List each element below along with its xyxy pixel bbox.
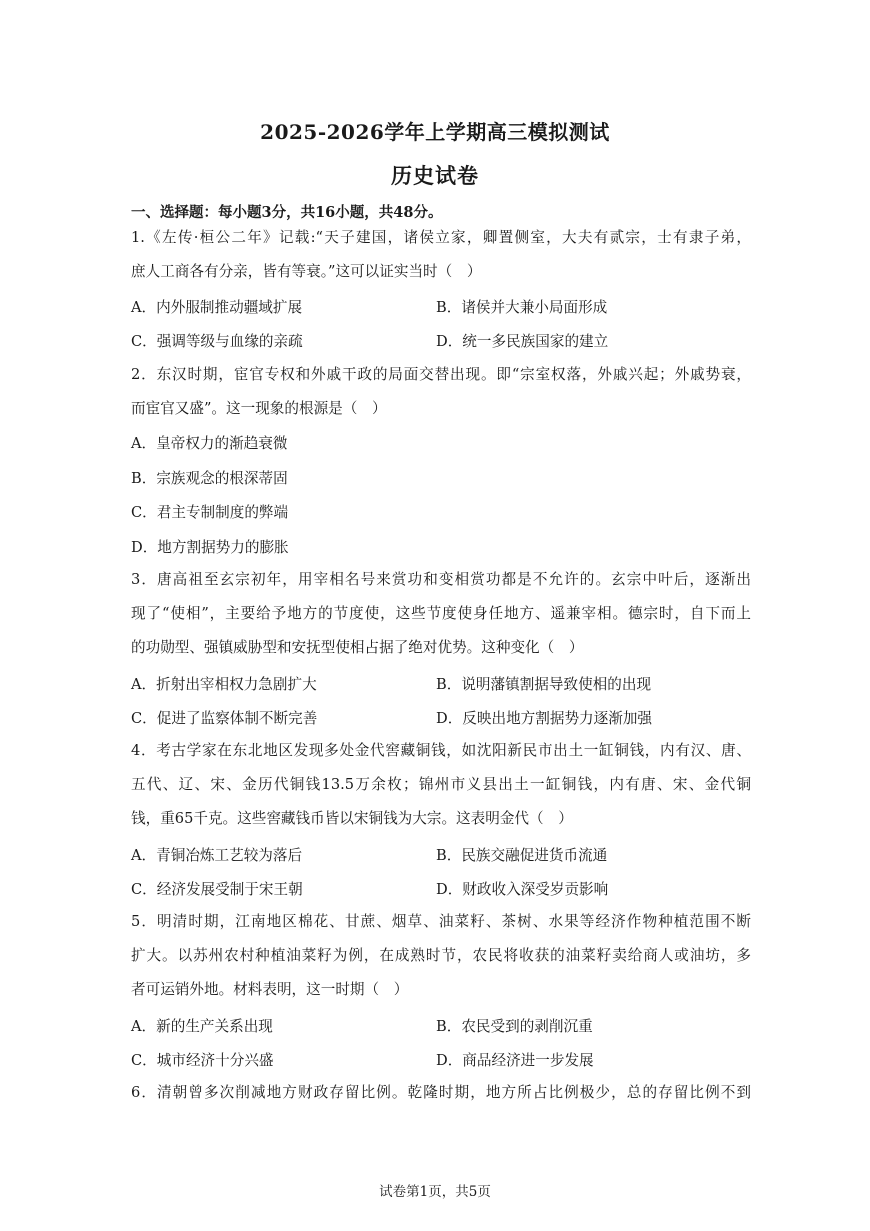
exam-title: 2025-2026学年上学期高三模拟测试 — [260, 120, 610, 144]
question-5-line-2: 扩大。以苏州农村种植油菜籽为例，在成熟时节，农民将收获的油菜籽卖给商人或油坊，多 — [131, 947, 751, 964]
question-4-line-2: 五代、辽、宋、金历代铜钱13.5万余枚；锦州市义县出土一缸铜钱，内有唐、宋、金代铜 — [131, 776, 751, 793]
question-4-line-3: 钱，重65千克。这些窖藏钱币皆以宋铜钱为大宗。这表明金代（ ） — [131, 810, 573, 827]
question-3-option-b: B．说明藩镇割据导致使相的出现 — [436, 676, 652, 693]
question-3-line-2: 现了“使相”，主要给予地方的节度使，这些节度使身任地方、遥兼宰相。德宗时，自下而上 — [131, 605, 751, 622]
question-1-option-b: B．诸侯并大兼小局面形成 — [436, 299, 608, 316]
question-2-option-a: A．皇帝权力的渐趋衰微 — [131, 435, 288, 452]
question-5-option-c: C．城市经济十分兴盛 — [131, 1052, 274, 1069]
question-5-option-a: A．新的生产关系出现 — [131, 1018, 273, 1035]
question-1-line-2: 庶人工商各有分亲，皆有等衰。”这可以证实当时（ ） — [131, 263, 482, 280]
question-2-option-c: C．君主专制制度的弊端 — [131, 504, 289, 521]
question-1-option-d: D．统一多民族国家的建立 — [436, 333, 609, 350]
question-5-line-1: 5．明清时期，江南地区棉花、甘蔗、烟草、油菜籽、茶树、水果等经济作物种植范围不断 — [131, 913, 751, 930]
question-4-option-c: C．经济发展受制于宋王朝 — [131, 881, 303, 898]
question-1-option-c: C．强调等级与血缘的亲疏 — [131, 333, 303, 350]
question-1-option-a: A．内外服制推动疆域扩展 — [131, 299, 303, 316]
question-6-line-1: 6．清朝曾多次削减地方财政存留比例。乾隆时期，地方所占比例极少，总的存留比例不到 — [131, 1084, 751, 1101]
question-4-option-d: D．财政收入深受岁贡影响 — [436, 881, 609, 898]
question-2-line-2: 而宦官又盛”。这一现象的根源是（ ） — [131, 400, 387, 417]
question-1-line-1: 1.《左传·桓公二年》记载:“天子建国，诸侯立家，卿置侧室，大夫有贰宗，士有隶子弟， — [131, 229, 751, 246]
question-2-option-b: B．宗族观念的根深蒂固 — [131, 470, 288, 487]
question-4-option-b: B．民族交融促进货币流通 — [436, 847, 608, 864]
question-4-line-1: 4．考古学家在东北地区发现多处金代窖藏铜钱，如沈阳新民市出土一缸铜钱，内有汉、唐、 — [131, 742, 751, 759]
exam-subtitle: 历史试卷 — [391, 163, 479, 188]
section-header: 一、选择题：每小题3分，共16小题，共48分。 — [131, 204, 443, 221]
question-3-option-c: C．促进了监察体制不断完善 — [131, 710, 318, 727]
question-3-option-d: D．反映出地方割据势力逐渐加强 — [436, 710, 653, 727]
page-footer: 试卷第1页，共5页 — [379, 1184, 491, 1200]
question-5-option-d: D．商品经济进一步发展 — [436, 1052, 594, 1069]
question-3-line-1: 3．唐高祖至玄宗初年，用宰相名号来赏功和变相赏功都是不允许的。玄宗中叶后，逐渐出 — [131, 571, 751, 588]
question-5-line-3: 者可运销外地。材料表明，这一时期（ ） — [131, 981, 409, 998]
question-3-line-3: 的功勋型、强镇威胁型和安抚型使相占据了绝对优势。这种变化（ ） — [131, 639, 584, 656]
question-2-option-d: D．地方割据势力的膨胀 — [131, 539, 289, 556]
question-2-line-1: 2．东汉时期，宦官专权和外戚干政的局面交替出现。即“宗室权落，外戚兴起；外戚势衰， — [131, 366, 751, 383]
question-4-option-a: A．青铜冶炼工艺较为落后 — [131, 847, 303, 864]
question-3-option-a: A．折射出宰相权力急剧扩大 — [131, 676, 317, 693]
question-5-option-b: B．农民受到的剥削沉重 — [436, 1018, 593, 1035]
